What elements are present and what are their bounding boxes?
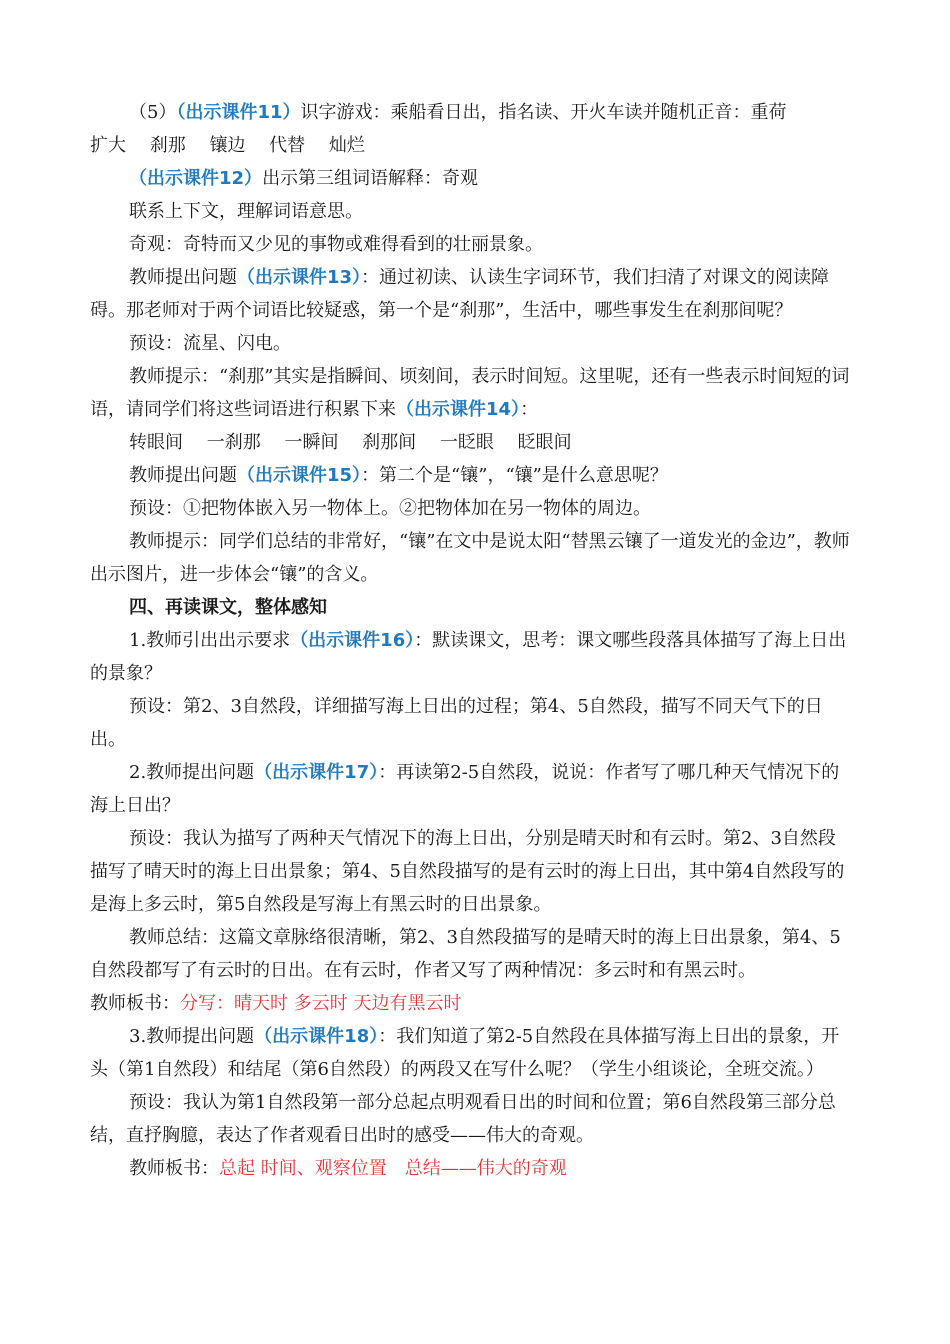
text-run: 扩大 刹那 镶边 代替 灿烂 bbox=[90, 135, 365, 156]
paragraph bbox=[90, 624, 850, 690]
text-run: 识字游戏：乘船看日出，指名读、开火车读并随机正音：重荷 bbox=[300, 102, 787, 123]
board-writing-content: 分写：晴天时 多云时 天边有黑云时 bbox=[180, 993, 462, 1014]
paragraph bbox=[90, 690, 850, 756]
text-run: 预设：我认为描写了两种天气情况下的海上日出，分别是晴天时和有云时。第2、3自然段描写了晴天时的海上日出景象；第4、5自然段描写的是有云时的海上日出，其中第4自然段写的是海上多云时，第5自然段是写海上有黑云时的日出景象。 bbox=[90, 828, 845, 915]
paragraph bbox=[90, 360, 850, 426]
section-heading bbox=[90, 591, 850, 624]
text-run: 预设：流星、闪电。 bbox=[129, 333, 291, 354]
heading-text: 四、再读课文，整体感知 bbox=[129, 597, 327, 618]
paragraph bbox=[90, 261, 850, 327]
courseware-cue: （出示课件11） bbox=[176, 102, 301, 123]
text-run: ： bbox=[520, 399, 539, 420]
courseware-cue: （出示课件15） bbox=[237, 465, 362, 486]
paragraph bbox=[90, 1020, 850, 1086]
text-run: 预设：我认为第1自然段第一部分总起点明观看日出的时间和位置；第6自然段第三部分总结，直抒胸臆，表达了作者观看日出时的感受——伟大的奇观。 bbox=[90, 1092, 836, 1146]
paragraph bbox=[90, 327, 850, 360]
text-run: ：第二个是“镶”，“镶”是什么意思呢？ bbox=[361, 465, 668, 486]
courseware-cue: （出示课件17） bbox=[254, 762, 379, 783]
text-run: 转眼间 一刹那 一瞬间 刹那间 一眨眼 眨眼间 bbox=[129, 432, 572, 453]
text-run: ：我们知道了第2-5自然段在具体描写海上日出的景象，开头（第1自然段）和结尾（第6自然段）的两段又在写什么呢？（学生小组谈论，全班交流。） bbox=[90, 1026, 840, 1080]
text-run: 教师提示：同学们总结的非常好，“镶”在文中是说太阳“替黑云镶了一道发光的金边”，教师出示图片，进一步体会“镶”的含义。 bbox=[90, 531, 850, 585]
paragraph bbox=[90, 492, 850, 525]
text-run: （5） bbox=[129, 102, 177, 123]
text-run: 教师提出问题 bbox=[129, 465, 237, 486]
paragraph bbox=[90, 1086, 850, 1152]
paragraph bbox=[90, 162, 850, 195]
text-run: 出示第三组词语解释：奇观 bbox=[262, 168, 479, 189]
courseware-cue: （出示课件16） bbox=[290, 630, 415, 651]
text-run: 2.教师提出问题 bbox=[129, 762, 255, 783]
text-run: 联系上下文，理解词语意思。 bbox=[129, 201, 363, 222]
text-run: 教师板书： bbox=[90, 993, 180, 1014]
paragraph bbox=[90, 921, 850, 987]
text-run: 教师提示：“刹那”其实是指瞬间、顷刻间，表示时间短。这里呢，还有一些表示时间短的词语，请同学们将这些词语进行积累下来 bbox=[90, 366, 850, 420]
text-run: 教师总结：这篇文章脉络很清晰，第2、3自然段描写的是晴天时的海上日出景象，第4、5自然段都写了有云时的日出。在有云时，作者又写了两种情况：多云时和有黑云时。 bbox=[90, 927, 841, 981]
text-run: ：再读第2-5自然段，说说：作者写了哪几种天气情况下的海上日出？ bbox=[90, 762, 840, 816]
paragraph bbox=[90, 195, 850, 228]
board-writing bbox=[90, 987, 850, 1020]
text-run: 教师板书： bbox=[129, 1158, 219, 1179]
board-writing bbox=[90, 1152, 850, 1185]
courseware-cue: （出示课件14） bbox=[396, 399, 521, 420]
text-run: 预设：①把物体嵌入另一物体上。②把物体加在另一物体的周边。 bbox=[129, 498, 651, 519]
courseware-cue: （出示课件13） bbox=[237, 267, 362, 288]
board-writing-content: 总起 时间、观察位置 总结——伟大的奇观 bbox=[219, 1158, 567, 1179]
text-run: ：默读课文，思考：课文哪些段落具体描写了海上日出的景象？ bbox=[90, 630, 847, 684]
paragraph bbox=[90, 525, 850, 591]
word-list bbox=[90, 426, 850, 459]
paragraph bbox=[90, 756, 850, 822]
text-run: 奇观：奇特而又少见的事物或难得看到的壮丽景象。 bbox=[129, 234, 543, 255]
paragraph bbox=[90, 96, 850, 129]
text-run: 3.教师提出问题 bbox=[129, 1026, 255, 1047]
text-run: 1.教师引出出示要求 bbox=[129, 630, 291, 651]
courseware-cue: （出示课件18） bbox=[254, 1026, 379, 1047]
paragraph bbox=[90, 228, 850, 261]
courseware-cue: （出示课件12） bbox=[129, 168, 263, 189]
text-run: 预设：第2、3自然段，详细描写海上日出的过程；第4、5自然段，描写不同天气下的日出。 bbox=[90, 696, 823, 750]
word-list bbox=[90, 129, 850, 162]
text-run: 教师提出问题 bbox=[129, 267, 237, 288]
paragraph bbox=[90, 822, 850, 921]
text-run: ：通过初读、认读生字词环节，我们扫清了对课文的阅读障碍。那老师对于两个词语比较疑惑，第一个是“刹那”，生活中，哪些事发生在刹那间呢？ bbox=[90, 267, 830, 321]
paragraph bbox=[90, 459, 850, 492]
